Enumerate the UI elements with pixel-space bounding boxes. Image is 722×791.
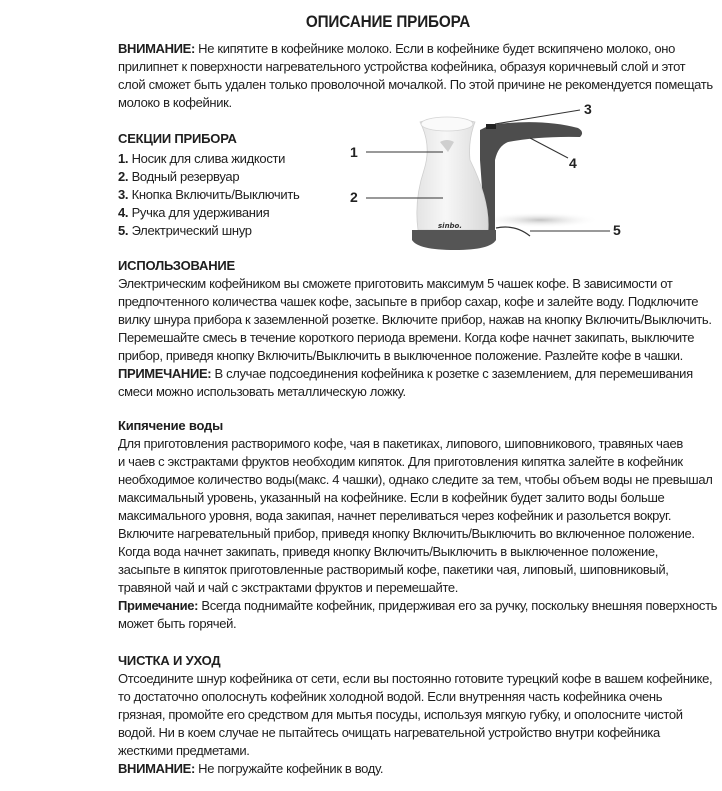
page-title: ОПИСАНИЕ ПРИБОРА: [305, 12, 471, 31]
boiling-text: [118, 435, 718, 633]
text-line: травяной чай и чай с экстрактами фруктов и перемешайте.: [118, 580, 459, 595]
text-line: жесткими предметами.: [118, 743, 250, 758]
text-line: Не кипятите в кофейнике молоко. Если в кофейнике будет вскипячено молоко, оно: [194, 41, 676, 56]
text-line: и чаев с экстрактами фруктов необходим кипяток. Для приготовления кипятка залейте в кофейник: [118, 454, 683, 469]
item-label: Электрический шнур: [131, 223, 252, 238]
callout-4: 4: [569, 155, 577, 171]
text-line: Для приготовления растворимого кофе, чая в пакетиках, липового, шиповникового, травяных чаев: [118, 436, 683, 451]
cleaning-text: [118, 670, 713, 778]
brand-logo: sinbo.: [438, 222, 463, 230]
text-line: может быть горячей.: [118, 616, 237, 631]
item-label: Водный резервуар: [131, 169, 240, 184]
item-number: 4.: [118, 205, 129, 220]
note-label: Примечание:: [118, 598, 199, 613]
text-line: прибор, приведя кнопку Включить/Выключить в выключенное положение. Разлейте кофе в чашки.: [118, 348, 683, 363]
usage-heading: ИСПОЛЬЗОВАНИЕ: [118, 258, 236, 273]
item-number: 1.: [118, 151, 129, 166]
text-line: Всегда поднимайте кофейник, придерживая его за ручку, поскольку внешняя поверхность: [198, 598, 718, 613]
text-line: грязная, промойте его средством для мытья посуды, используя мягкую губку, и ополосните чистой: [118, 707, 683, 722]
text-line: вилку шнура прибора к заземленной розетке. Включите прибор, нажав на кнопку Включить/Выключить.: [118, 312, 712, 327]
text-line: необходимое количество воды(макс. 4 чашки), однако следите за тем, чтобы объем воды не превышал: [118, 472, 713, 487]
callout-2: 2: [350, 189, 358, 205]
item-number: 2.: [118, 169, 129, 184]
text-line: молоко в кофейник.: [118, 95, 232, 110]
list-item: [118, 186, 300, 204]
text-line: Не погружайте кофейник в воду.: [194, 761, 384, 776]
callout-1: 1: [350, 144, 358, 160]
warning-label: ВНИМАНИЕ:: [118, 41, 195, 56]
boiling-heading: Кипячение воды: [118, 418, 223, 433]
text-line: Включите нагревательный прибор, приведя кнопку Включить/Выключить во включенное положение.: [118, 526, 695, 541]
text-line: то достаточно ополоснуть кофейник холодной водой. Если внутренняя часть кофейника очень: [118, 689, 663, 704]
text-line: прилипнет к поверхности нагревательного устройства кофейника, образуя коричневый слой и этот: [118, 59, 686, 74]
text-line: слой сможет быть удален только проволочной мочалкой. По этой причине не рекомендуется помещать: [118, 77, 713, 92]
note-label: ПРИМЕЧАНИЕ:: [118, 366, 212, 381]
sections-heading: СЕКЦИИ ПРИБОРА: [118, 131, 237, 146]
text-line: Перемешайте смесь в течение короткого периода времени. Когда кофе начнет закипать, выключите: [118, 330, 695, 345]
callout-3: 3: [584, 101, 592, 117]
item-label: Ручка для удерживания: [131, 205, 270, 220]
text-line: максимальный уровень, указанный на кофейнике. Если в кофейник будет залито воды больше: [118, 490, 665, 505]
warning-label: ВНИМАНИЕ:: [118, 761, 195, 776]
usage-text: [118, 275, 712, 401]
text-line: водой. Ни в коем случае не пытайтесь очищать нагревательной устройство внутри кофейника: [118, 725, 660, 740]
list-item: [118, 168, 300, 186]
list-item: [118, 222, 300, 240]
text-line: Отсоедините шнур кофейника от сети, если вы постоянно готовите турецкий кофе в вашем кофейнике,: [118, 671, 713, 686]
text-line: засыпьте в кипяток приготовленные растворимый кофе, пакетики чая, липовый, шиповниковый,: [118, 562, 669, 577]
text-line: максимального уровня, вода закипая, начнет переливаться через кофейник и разольется вокруг.: [118, 508, 672, 523]
list-item: [118, 204, 300, 222]
cleaning-heading: ЧИСТКА И УХОД: [118, 653, 221, 668]
callout-5: 5: [613, 222, 621, 238]
parts-list: [118, 150, 300, 240]
list-item: [118, 150, 300, 168]
text-line: В случае подсоединения кофейника к розетке с заземлением, для перемешивания: [211, 366, 693, 381]
coffee-maker-icon: [340, 100, 640, 260]
text-line: Электрическим кофейником вы сможете приготовить максимум 5 чашек кофе. В зависимости от: [118, 276, 673, 291]
item-label: Кнопка Включить/Выключить: [131, 187, 300, 202]
coffee-maker-illustration: [340, 100, 640, 260]
item-number: 5.: [118, 223, 129, 238]
text-line: Когда вода начнет закипать, приведя кнопку Включить/Выключить в выключенное положение,: [118, 544, 658, 559]
text-line: смеси можно использовать металлическую ложку.: [118, 384, 406, 399]
item-number: 3.: [118, 187, 129, 202]
item-label: Носик для слива жидкости: [131, 151, 286, 166]
text-line: предпочтенного количества чашек кофе, засыпьте в прибор сахар, кофе и залейте воду. Подключите: [118, 294, 699, 309]
